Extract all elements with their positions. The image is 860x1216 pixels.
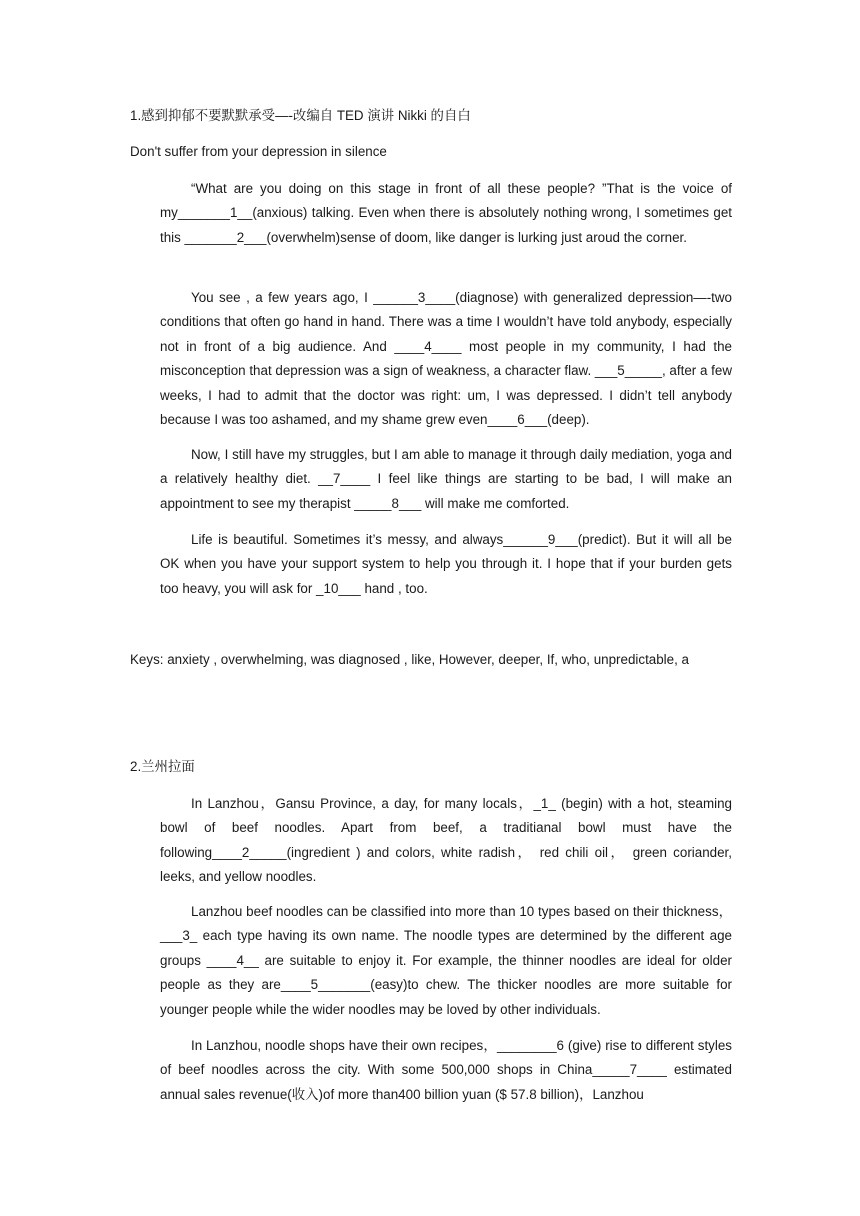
section2-title: 2.兰州拉面: [130, 759, 195, 774]
section2-paragraph-2: Lanzhou beef noodles can be classified into more than 10 types based on their thickness，___3_ each type having its own name. The noodle types are determined by the different age groups ____4__ are suitable to enjoy it. For example, the thinner noodles are ideal for older people as they are____5_______(easy)to chew. The thicker noodles are more suitable for younger people while the wider noodles may be loved by other individuals.: [160, 904, 732, 1017]
answer-keys: Keys: anxiety , overwhelming, was diagnosed , like, However, deeper, If, who, unpredictable, a: [130, 652, 689, 667]
section1-title: 1.感到抑郁不要默默承受—-改编自 TED 演讲 Nikki 的自白: [130, 108, 471, 123]
section1-paragraph-4: Life is beautiful. Sometimes it’s messy, and always______9___(predict). But it will all be OK when you have your support system to help you through it. I hope that if your burden gets too heavy, you will ask for _10___ hand , too.: [160, 532, 732, 596]
section1-paragraph-2: You see , a few years ago, I ______3____(diagnose) with generalized depression—-two conditions that often go hand in hand. There was a time I wouldn’t have told anybody, especially not in front of a big audience. And ____4____ most people in my community, I had the misconception that depression was a sign of weakness, a character flaw. ___5_____, after a few weeks, I had to admit that the doctor was right: um, I was depressed. I didn’t tell anybody because I was too ashamed, and my shame grew even____6___(deep).: [160, 290, 732, 428]
section2-paragraph-3: In Lanzhou, noodle shops have their own recipes，________6 (give) rise to different styles of beef noodles across the city. With some 500,000 shops in China_____7____ estimated annual sales revenue(收入)of more than400 billion yuan ($ 57.8 billion)，Lanzhou: [160, 1038, 732, 1102]
section1-paragraph-1: “What are you doing on this stage in front of all these people? ”That is the voice of my_______1__(anxious) talking. Even when there is absolutely nothing wrong, I sometimes get this _______2___(overwhelm)sense of doom, like danger is lurking just aroud the corner.: [160, 181, 732, 245]
section2-paragraph-1: In Lanzhou，Gansu Province, a day, for many locals，_1_ (begin) with a hot, steaming bowl of beef noodles. Apart from beef, a traditianal bowl must have the following____2_____(ingredient ) and colors, white radish， red chili oil， green coriander, leeks, and yellow noodles.: [160, 796, 732, 885]
section1-subtitle: Don't suffer from your depression in silence: [130, 144, 387, 159]
section1-paragraph-3: Now, I still have my struggles, but I am able to manage it through daily mediation, yoga and a relatively healthy diet. __7____ I feel like things are starting to be bad, I will make an appointment to see my therapist _____8___ will make me comforted.: [160, 447, 732, 511]
